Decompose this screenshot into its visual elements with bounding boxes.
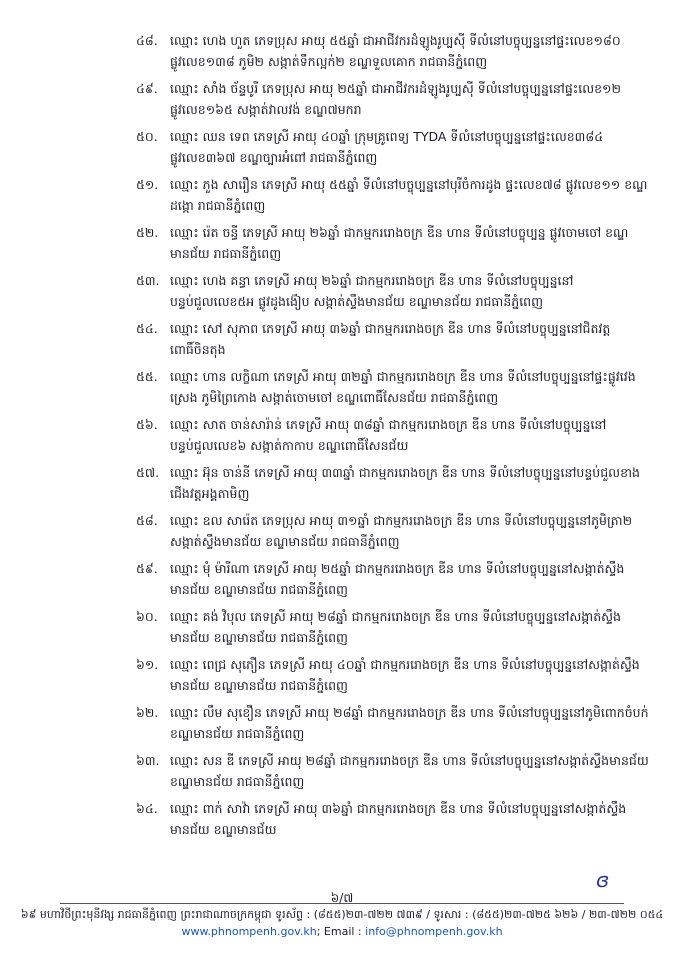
entry-number: ៤៨. — [136, 33, 158, 48]
entry-number: ៥៤. — [136, 321, 158, 336]
list-item — [136, 270, 656, 312]
entry-text: ឈ្មោះ អ៊ុន ចាន់នី ភេទស្រី អាយុ ៣៣ឆ្នាំ ជាកម្មកររោងចក្រ ឌីន ហាន ទីលំនៅបច្ចុប្បន្ននៅបន្ទប់ជួលខាងជើងវត្តអង្គតាមិញ — [170, 465, 640, 501]
footer-divider — [60, 903, 624, 904]
entry-text: ឈ្មោះ ឧល សារ៉េត ភេទប្រុស អាយុ ៣១ឆ្នាំ ជាកម្មកររោងចក្រ ឌីន ហាន ទីលំនៅបច្ចុប្បន្ននៅភូមិត្រា២ សង្កាត់ស្ទឹងមានជ័យ ខណ្ឌមានជ័យ រាជធានីភ្នំពេញ — [170, 513, 633, 549]
entry-number: ៦០. — [136, 609, 158, 624]
page-footer — [0, 906, 684, 940]
entry-text: ឈ្មោះ សៅ សុភាព ភេទស្រី អាយុ ៣៦ឆ្នាំ ជាកម្មកររោងចក្រ ឌីន ហាន ទីលំនៅបច្ចុប្បន្ននៅជិតវត្ត ពោធិ៍ចិនតុង — [170, 321, 611, 357]
entry-number: ៥៦. — [136, 417, 158, 432]
list-item — [136, 798, 656, 840]
footer-contact: www.phnompenh.gov.kh; Email : info@phnompenh.gov.kh — [181, 925, 503, 938]
page-number: ៦/៧ — [330, 891, 354, 905]
entry-number: ៥២. — [136, 225, 159, 240]
entry-text: ឈ្មោះ រ៉េត ចន្ធី ភេទស្រី អាយុ ២៦ឆ្នាំ ជាកម្មកររោងចក្រ ឌីន ហាន ទីលំនៅបច្ចុប្បន្ន ផ្លូវចោមចៅ ខណ្ឌមានជ័យ រាជធានីភ្នំពេញ — [170, 225, 629, 261]
email-link[interactable]: info@phnompenh.gov.kh — [365, 925, 503, 938]
entry-text: ឈ្មោះ ហាន លក្ខិណា ភេទស្រី អាយុ ៣២ឆ្នាំ ជាកម្មកររោងចក្រ ឌីន ហាន ទីលំនៅបច្ចុប្បន្ននៅផ្ទះផ្លូវវេងស្រេង ភូមិព្រៃកោង សង្កាត់ចោមចៅ ខណ្ឌពោធិ៍សែនជ័យ រាជធានីភ្នំពេញ — [170, 369, 636, 405]
list-item — [136, 318, 656, 360]
entry-number: ៥១. — [136, 177, 159, 192]
entry-list — [136, 30, 656, 846]
entry-text: ឈ្មោះ មុំ ម៉ារីណា ភេទស្រី អាយុ ២៥ឆ្នាំ ជាកម្មកររោងចក្រ ឌីន ហាន ទីលំនៅបច្ចុប្បន្ននៅសង្កាត់ស្ទឹងមានជ័យ ខណ្ឌមានជ័យ រាជធានីភ្នំពេញ — [170, 561, 625, 597]
list-item — [136, 78, 656, 120]
entry-text: ឈ្មោះ ភួង សារឿន ភេទស្រី អាយុ ៥៥ឆ្នាំ ទីលំនៅបច្ចុប្បន្ននៅបុរីចំការដូង ផ្ទះលេខ៧៨ ផ្លូវលេខ១១ ខណ្ឌដង្កោ រាជធានីភ្នំពេញ — [170, 177, 648, 213]
list-item — [136, 510, 656, 552]
list-item — [136, 558, 656, 600]
entry-text: ឈ្មោះ គង់ វិបុល ភេទស្រី អាយុ ២៨ឆ្នាំ ជាកម្មកររោងចក្រ ឌីន ហាន ទីលំនៅបច្ចុប្បន្ននៅសង្កាត់ស្ទឹងមានជ័យ ខណ្ឌមានជ័យ រាជធានីភ្នំពេញ — [170, 609, 621, 645]
entry-number: ៥៣. — [136, 273, 160, 288]
entry-text: ឈ្មោះ ឈន ទេព ភេទស្រី អាយុ ៤០ឆ្នាំ ក្រុមគ្រូពេទ្យ TYDA ទីលំនៅបច្ចុប្បន្ននៅផ្ទះលេខ៣៨៤ ផ្លូវលេខ៣៦៧ ខណ្ឌច្បារអំពៅ រាជធានីភ្នំពេញ — [170, 129, 604, 165]
entry-text: ឈ្មោះ ពាក់ សាវ៉ា ភេទស្រី អាយុ ៣៦ឆ្នាំ ជាកម្មកររោងចក្រ ឌីន ហាន ទីលំនៅបច្ចុប្បន្ននៅសង្កាត់ស្ទឹងមានជ័យ ខណ្ឌមានជ័យ — [170, 801, 627, 837]
list-item — [136, 606, 656, 648]
list-item — [136, 174, 656, 216]
signature-initial-mark: ɞ — [596, 868, 610, 892]
entry-text: ឈ្មោះ ហេង គន្ធា ភេទស្រី អាយុ ២៦ឆ្នាំ ជាកម្មកររោងចក្រ ឌីន ហាន ទីលំនៅបច្ចុប្បន្ននៅបន្ទប់ជួលលេខ៥អ ផ្លូវដូងង៉ៀប សង្កាត់ស្ទឹងមានជ័យ ខណ្ឌមានជ័យ រាជធានីភ្នំពេញ — [170, 273, 574, 309]
entry-number: ៥៨. — [136, 513, 158, 528]
list-item — [136, 222, 656, 264]
list-item — [136, 654, 656, 696]
website-link[interactable]: www.phnompenh.gov.kh — [181, 925, 317, 938]
list-item — [136, 750, 656, 792]
email-label: Email : — [323, 925, 362, 938]
entry-text: ឈ្មោះ សាំង ច័ន្ទបូរី ភេទប្រុស អាយុ ២៥ឆ្នាំ ជាអាជីវករដំឡូងរូប្បស៊ី ទីលំនៅបច្ចុប្បន្ននៅផ្ទះលេខ១២ ផ្លូវលេខ១៦៥ សង្កាត់វាលវង់ ខណ្ឌ៧មករា — [170, 81, 621, 117]
list-item — [136, 702, 656, 744]
entry-number: ៥០. — [136, 129, 158, 144]
entry-number: ៥៧. — [136, 465, 160, 480]
list-item — [136, 366, 656, 408]
footer-address: ៦៩ មហាវិថីព្រះមុនីវង្ស រាជធានីភ្នំពេញ ព្រះរាជាណាចក្រកម្ពុជា ទូរស័ព្ទ : (៨៥៥)២៣-៧២២ ៧៣៩ / ទូរសារ : (៨៥៥)២៣-៧២៥ ៦២៦ / ២៣-៧២២ ០៥៤ — [20, 908, 664, 921]
entry-text: ឈ្មោះ សាត ចាន់សារ៉ាន់ ភេទស្រី អាយុ ៣៨ឆ្នាំ ជាកម្មកររោងចក្រ ឌីន ហាន ទីលំនៅបច្ចុប្បន្ននៅបន្ទប់ជួលលេខ៦ សង្កាត់កាកាប ខណ្ឌពោធិ៍សែនជ័យ — [170, 417, 607, 453]
list-item — [136, 30, 656, 72]
entry-text: ឈ្មោះ សន ឌី ភេទស្រី អាយុ ២៨ឆ្នាំ ជាកម្មកររោងចក្រ ឌីន ហាន ទីលំនៅបច្ចុប្បន្ននៅសង្កាត់ស្ទឹងមានជ័យ ខណ្ឌមានជ័យ រាជធានីភ្នំពេញ — [170, 753, 649, 789]
entry-text: ឈ្មោះ ពេជ្រ សុភឿន ភេទស្រី អាយុ ៤០ឆ្នាំ ជាកម្មកររោងចក្រ ឌីន ហាន ទីលំនៅបច្ចុប្បន្ននៅសង្កាត់ស្ទឹងមានជ័យ ខណ្ឌមានជ័យ រាជធានីភ្នំពេញ — [170, 657, 640, 693]
entry-number: ៥៩. — [136, 561, 158, 576]
list-item — [136, 414, 656, 456]
entry-number: ៦៤. — [136, 801, 158, 816]
list-item — [136, 126, 656, 168]
entry-number: ៦១. — [136, 657, 159, 672]
entry-number: ៦៣. — [136, 753, 160, 768]
entry-number: ៥៥. — [136, 369, 158, 384]
entry-number: ៦២. — [136, 705, 159, 720]
entry-text: ឈ្មោះ ហេង ហួត ភេទប្រុស អាយុ ៥៥ឆ្នាំ ជាអាជីវករដំឡូងរូប្បស៊ី ទីលំនៅបច្ចុប្បន្ននៅផ្ទះលេខ១៨០ ផ្លូវលេខ១៣៨ ភូមិ២ សង្កាត់ទឹកល្អក់២ ខណ្ឌទួលគោក រាជធានីភ្នំពេញ — [170, 33, 621, 69]
list-item — [136, 462, 656, 504]
entry-number: ៤៩. — [136, 81, 158, 96]
entry-text: ឈ្មោះ លឹម សុខឿន ភេទស្រី អាយុ ២៨ឆ្នាំ ជាកម្មកររោងចក្រ ឌីន ហាន ទីលំនៅបច្ចុប្បន្ននៅភូមិពោកចំបក់ ខណ្ឌមានជ័យ រាជធានីភ្នំពេញ — [170, 705, 649, 741]
